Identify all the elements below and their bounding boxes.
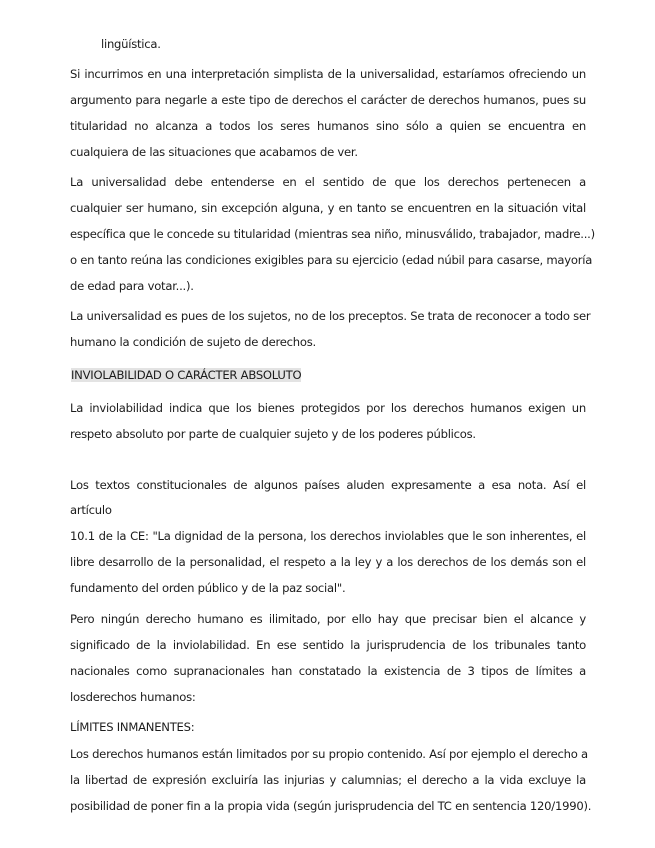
text-line: 10.1 de la CE: "La dignidad de la persona, los derechos inviolables que le son inherentes, el bbox=[70, 529, 586, 543]
text-line: o en tanto reúna las condiciones exigibles para su ejercicio (edad núbil para casarse, mayoría bbox=[70, 253, 593, 267]
text-line: La universalidad es pues de los sujetos, no de los preceptos. Se trata de reconocer a todo ser bbox=[70, 309, 591, 323]
text-line: humano la condición de sujeto de derechos. bbox=[70, 335, 316, 349]
text-line: argumento para negarle a este tipo de derechos el carácter de derechos humanos, pues su bbox=[70, 93, 586, 107]
text-line: nacionales como supranacionales han constatado la existencia de 3 tipos de límites a bbox=[70, 664, 586, 678]
text-line: titularidad no alcanza a todos los seres humanos sino sólo a quien se encuentra en bbox=[70, 119, 586, 133]
text-line: cualquier ser humano, sin excepción alguna, y en tanto se encuentren en la situación vital bbox=[70, 201, 586, 215]
text-line: Los textos constitucionales de algunos países aluden expresamente a esa nota. Así el bbox=[70, 478, 586, 492]
text-line: específica que le concede su titularidad (mientras sea niño, minusválido, trabajador, madre...) bbox=[70, 227, 595, 241]
text-line: lingüística. bbox=[101, 37, 161, 51]
text-line: artículo bbox=[70, 503, 112, 517]
text-line: cualquiera de las situaciones que acabamos de ver. bbox=[70, 145, 358, 159]
text-line: la libertad de expresión excluiría las injurias y calumnias; el derecho a la vida excluye la bbox=[70, 773, 586, 787]
text-line: Pero ningún derecho humano es ilimitado, por ello hay que precisar bien el alcance y bbox=[70, 612, 586, 626]
text-line: de edad para votar...). bbox=[70, 279, 194, 293]
text-line: La universalidad debe entenderse en el sentido de que los derechos pertenecen a bbox=[70, 175, 586, 189]
text-line: Los derechos humanos están limitados por su propio contenido. Así por ejemplo el derecho a bbox=[70, 747, 588, 761]
text-line: respeto absoluto por parte de cualquier sujeto y de los poderes públicos. bbox=[70, 427, 476, 441]
text-line: libre desarrollo de la personalidad, el respeto a la ley y a los derechos de los demás son el bbox=[70, 555, 586, 569]
text-line: losderechos humanos: bbox=[70, 690, 196, 704]
section-heading: LÍMITES INMANENTES: bbox=[70, 720, 195, 734]
section-heading bbox=[70, 362, 302, 388]
section-heading-text: INVIOLABILIDAD O CARÁCTER ABSOLUTO bbox=[71, 368, 302, 382]
text-line: Si incurrimos en una interpretación simplista de la universalidad, estaríamos ofreciendo un bbox=[70, 67, 586, 81]
text-line: fundamento del orden público y de la paz social". bbox=[70, 581, 346, 595]
text-line: La inviolabilidad indica que los bienes protegidos por los derechos humanos exigen un bbox=[70, 401, 586, 415]
text-line: significado de la inviolabilidad. En ese sentido la jurisprudencia de los tribunales tanto bbox=[70, 638, 586, 652]
text-line: posibilidad de poner fin a la propia vida (según jurisprudencia del TC en sentencia 120/1990). bbox=[70, 799, 592, 813]
